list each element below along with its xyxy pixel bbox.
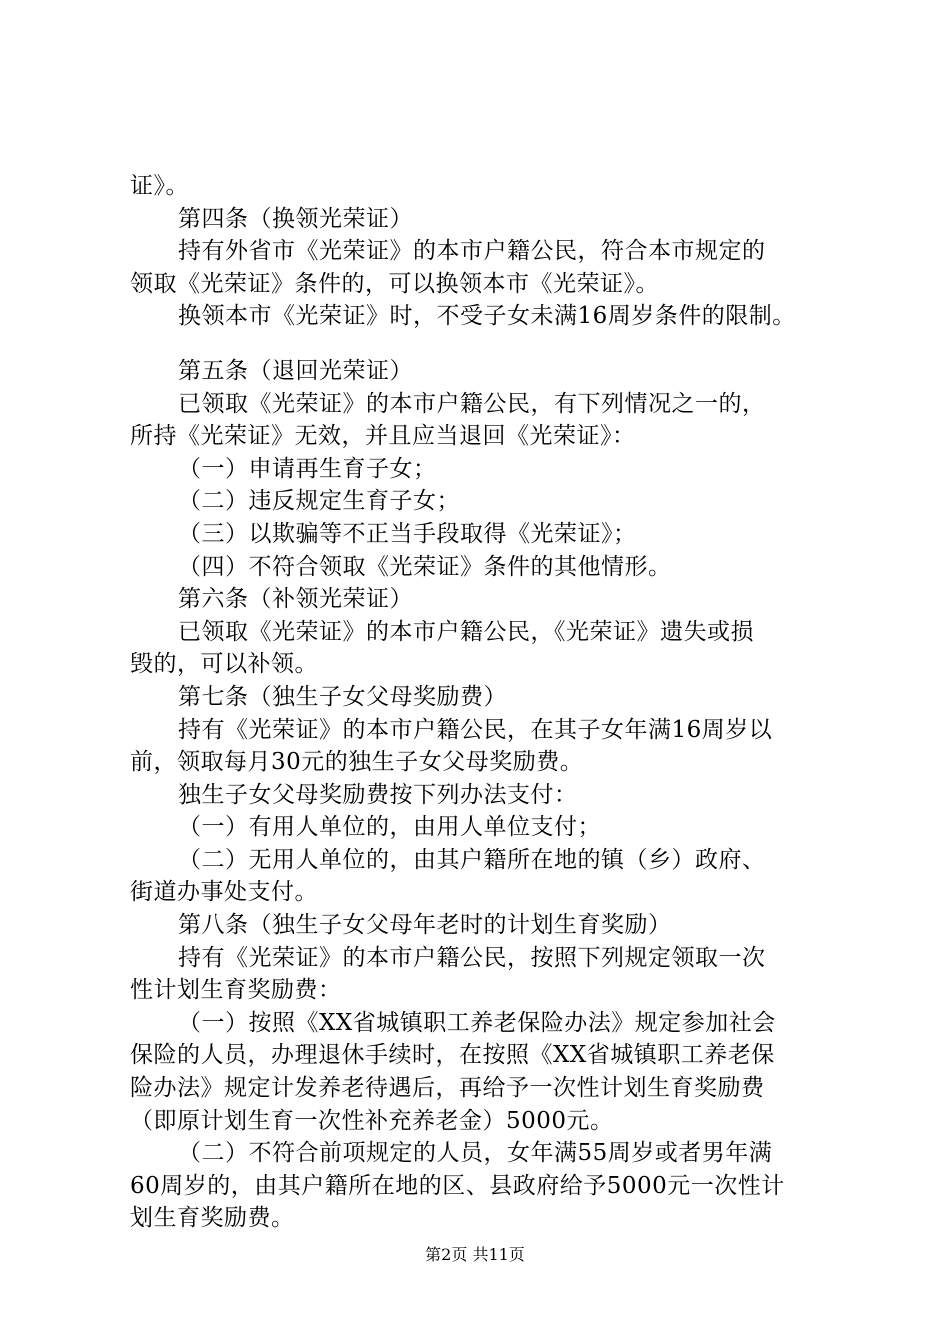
text-line: 第四条（换领光荣证） (178, 205, 413, 232)
text-line: （一）申请再生育子女； (178, 455, 437, 482)
text-line: （一）按照《XX省城镇职工养老保险办法》规定参加社会 (178, 1009, 776, 1036)
text-line: 证》。 (130, 173, 189, 199)
text-line: 换领本市《光荣证》时，不受子女未满16周岁条件的限制。 (178, 303, 796, 330)
text-line: 性计划生育奖励费： (130, 977, 342, 1004)
paragraph-gap (130, 333, 830, 355)
text-line: （一）有用人单位的，由用人单位支付； (178, 814, 601, 841)
text-line: 第七条（独生子女父母奖励费） (178, 683, 507, 710)
page-number: 第2页 共11页 (425, 1245, 525, 1264)
text-line: 持有《光荣证》的本市户籍公民，在其子女年满16周岁以 (178, 716, 773, 743)
text-line: 街道办事处支付。 (130, 879, 318, 906)
text-line: 保险的人员，办理退休手续时，在按照《XX省城镇职工养老保 (130, 1042, 775, 1069)
text-line: （四）不符合领取《光荣证》条件的其他情形。 (178, 553, 672, 580)
text-line: 前，领取每月30元的独生子女父母奖励费。 (130, 749, 584, 776)
text-line: （三）以欺骗等不正当手段取得《光荣证》； (178, 520, 637, 547)
text-line: 第八条（独生子女父母年老时的计划生育奖励） (178, 912, 672, 939)
text-line: 已领取《光荣证》的本市户籍公民，有下列情况之一的， (178, 390, 766, 417)
text-line: 持有外省市《光荣证》的本市户籍公民，符合本市规定的 (178, 238, 766, 265)
text-line: 持有《光荣证》的本市户籍公民，按照下列规定领取一次 (178, 944, 766, 971)
text-line: （二）无用人单位的，由其户籍所在地的镇（乡）政府、 (178, 846, 766, 873)
text-line: 第五条（退回光荣证） (178, 357, 413, 384)
text-line: 60周岁的，由其户籍所在地的区、县政府给予5000元一次性计 (130, 1172, 785, 1199)
page-footer (0, 1245, 950, 1265)
text-line: （二）违反规定生育子女； (178, 488, 460, 515)
text-line: （二）不符合前项规定的人员，女年满55周岁或者男年满 (178, 1140, 773, 1167)
text-line: 第六条（补领光荣证） (178, 586, 413, 613)
document-body (130, 170, 830, 1235)
text-line: （即原计划生育一次性补充养老金）5000元。 (130, 1107, 614, 1134)
text-line: 领取《光荣证》条件的，可以换领本市《光荣证》。 (130, 270, 659, 297)
text-line: 险办法》规定计发养老待遇后，再给予一次性计划生育奖励费 (130, 1075, 765, 1102)
text-line: 毁的，可以补领。 (130, 651, 318, 678)
text-line: 所持《光荣证》无效，并且应当退回《光荣证》： (130, 423, 636, 450)
text-line: 独生子女父母奖励费按下列办法支付： (178, 781, 578, 808)
text-line: 已领取《光荣证》的本市户籍公民，《光荣证》遗失或损 (178, 618, 754, 645)
text-line: 划生育奖励费。 (130, 1205, 295, 1232)
